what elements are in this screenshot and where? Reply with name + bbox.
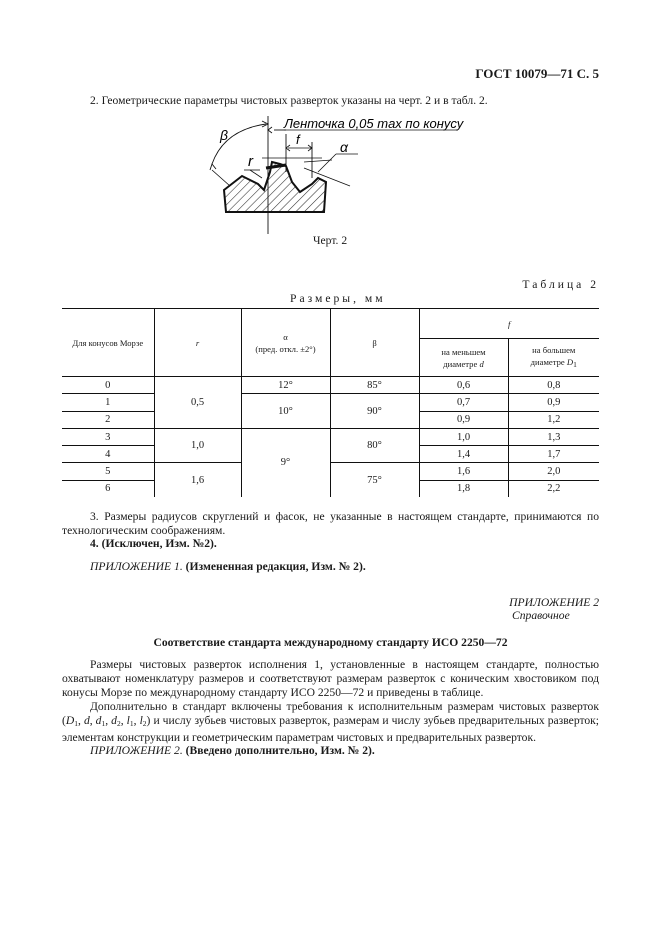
table-cell: 4 bbox=[62, 446, 154, 463]
table-cell: 0,9 bbox=[419, 411, 508, 428]
table-caption: Размеры, мм bbox=[290, 292, 386, 305]
table-cell: 1,7 bbox=[508, 446, 599, 463]
table-cell: 0,8 bbox=[508, 377, 599, 394]
appendix-2-paragraph-1: Размеры чистовых разверток исполнения 1, установленные в настоящем стандарте, полностью охватывают номенклатуру размеров и соответствуют размерам разверток с коническим хвостовиком под конусы Морзе по международному стандарту ИСО 2250—72 и приведены в таблице. bbox=[62, 658, 599, 700]
table-cell: 75° bbox=[330, 463, 419, 497]
table-cell: 0,7 bbox=[419, 394, 508, 411]
table-cell: 5 bbox=[62, 463, 154, 480]
table-cell: 1,4 bbox=[419, 446, 508, 463]
header-f: f bbox=[419, 309, 599, 339]
beta-label: β bbox=[220, 127, 228, 143]
table-cell: 0 bbox=[62, 377, 154, 394]
table-cell: 2,2 bbox=[547, 483, 561, 495]
paragraph-3: 3. Размеры радиусов скруглений и фасок, не указанные в настоящем стандарте, принимаются по технологическим соображениям. bbox=[62, 510, 599, 538]
table-row bbox=[62, 394, 599, 411]
page-header: ГОСТ 10079—71 С. 5 bbox=[475, 66, 599, 81]
header-f-bigger: на большем диаметре D1 bbox=[508, 339, 599, 377]
table-cell: 1,2 bbox=[508, 411, 599, 428]
header-beta: β bbox=[330, 309, 419, 377]
figure-caption: Черт. 2 bbox=[313, 234, 348, 247]
table-cell: 3 bbox=[62, 428, 154, 445]
table-cell: 0,9 bbox=[508, 394, 599, 411]
paragraph-4: 4. (Исключен, Изм. №2). bbox=[90, 537, 217, 550]
table-label: Таблица 2 bbox=[522, 278, 599, 291]
appendix-2-title: ПРИЛОЖЕНИЕ 2 bbox=[509, 596, 599, 609]
appendix-2-subtitle: Справочное bbox=[512, 609, 570, 622]
table-2 bbox=[62, 308, 599, 497]
header-r: r bbox=[154, 309, 241, 377]
tooth-profile bbox=[224, 162, 326, 212]
table-cell: 1,0 bbox=[419, 428, 508, 445]
header-alpha: α (пред. откл. ±2°) bbox=[241, 309, 330, 377]
table-cell: 6 bbox=[62, 480, 154, 497]
drawing-reamer-tooth bbox=[200, 112, 470, 234]
appendix-2-heading: Соответствие стандарта международному стандарту ИСО 2250—72 bbox=[153, 636, 508, 649]
table-cell: 10° bbox=[241, 394, 330, 429]
table-cell: 9° bbox=[241, 428, 330, 497]
table-row bbox=[62, 463, 599, 480]
r-label: r bbox=[248, 153, 253, 170]
table-cell: 1,3 bbox=[508, 428, 599, 445]
table-cell: 0,5 bbox=[154, 377, 241, 429]
appendix-1-note: ПРИЛОЖЕНИЕ 1. (Измененная редакция, Изм. № 2). bbox=[90, 560, 366, 573]
appendix-2-note: ПРИЛОЖЕНИЕ 2. (Введено дополнительно, Изм. № 2). bbox=[90, 744, 375, 757]
f-label: f bbox=[296, 132, 300, 147]
table-cell: 12° bbox=[241, 377, 330, 394]
table-row bbox=[62, 377, 599, 394]
alpha-label: α bbox=[340, 139, 348, 155]
table-cell: 1,8 bbox=[419, 480, 508, 497]
header-f-smaller: на меньшем диаметре d bbox=[419, 339, 508, 377]
table-cell: 1 bbox=[62, 394, 154, 411]
paragraph-2: 2. Геометрические параметры чистовых разверток указаны на черт. 2 и в табл. 2. bbox=[90, 94, 488, 107]
table-cell: 2,0 bbox=[508, 463, 599, 480]
ribbon-note: Ленточка 0,05 max по конусу bbox=[284, 116, 464, 131]
appendix-2-paragraph-2: Дополнительно в стандарт включены требования к исполнительным размерам чистовых разверток ($D_1$, d, $d_1$, $d_2$, $l_1$, $l_2$) и числу зубьев чистовых разверток, размерам и числу зубьев предварительных разверток; элементам конструкции и геометрическим параметрам чистовых и предварительных разверток. bbox=[62, 700, 600, 745]
table-cell: 80° bbox=[330, 428, 419, 463]
table-cell: 90° bbox=[330, 394, 419, 429]
table-cell: 85° bbox=[330, 377, 419, 394]
header-morse: Для конусов Морзе bbox=[62, 309, 154, 377]
table-cell: 1,6 bbox=[419, 463, 508, 480]
table-cell: 1,0 bbox=[154, 428, 241, 463]
table-row bbox=[62, 428, 599, 445]
table-cell: 0,6 bbox=[419, 377, 508, 394]
table-cell: 1,6 bbox=[154, 463, 241, 497]
table-cell: 2 bbox=[62, 411, 154, 428]
